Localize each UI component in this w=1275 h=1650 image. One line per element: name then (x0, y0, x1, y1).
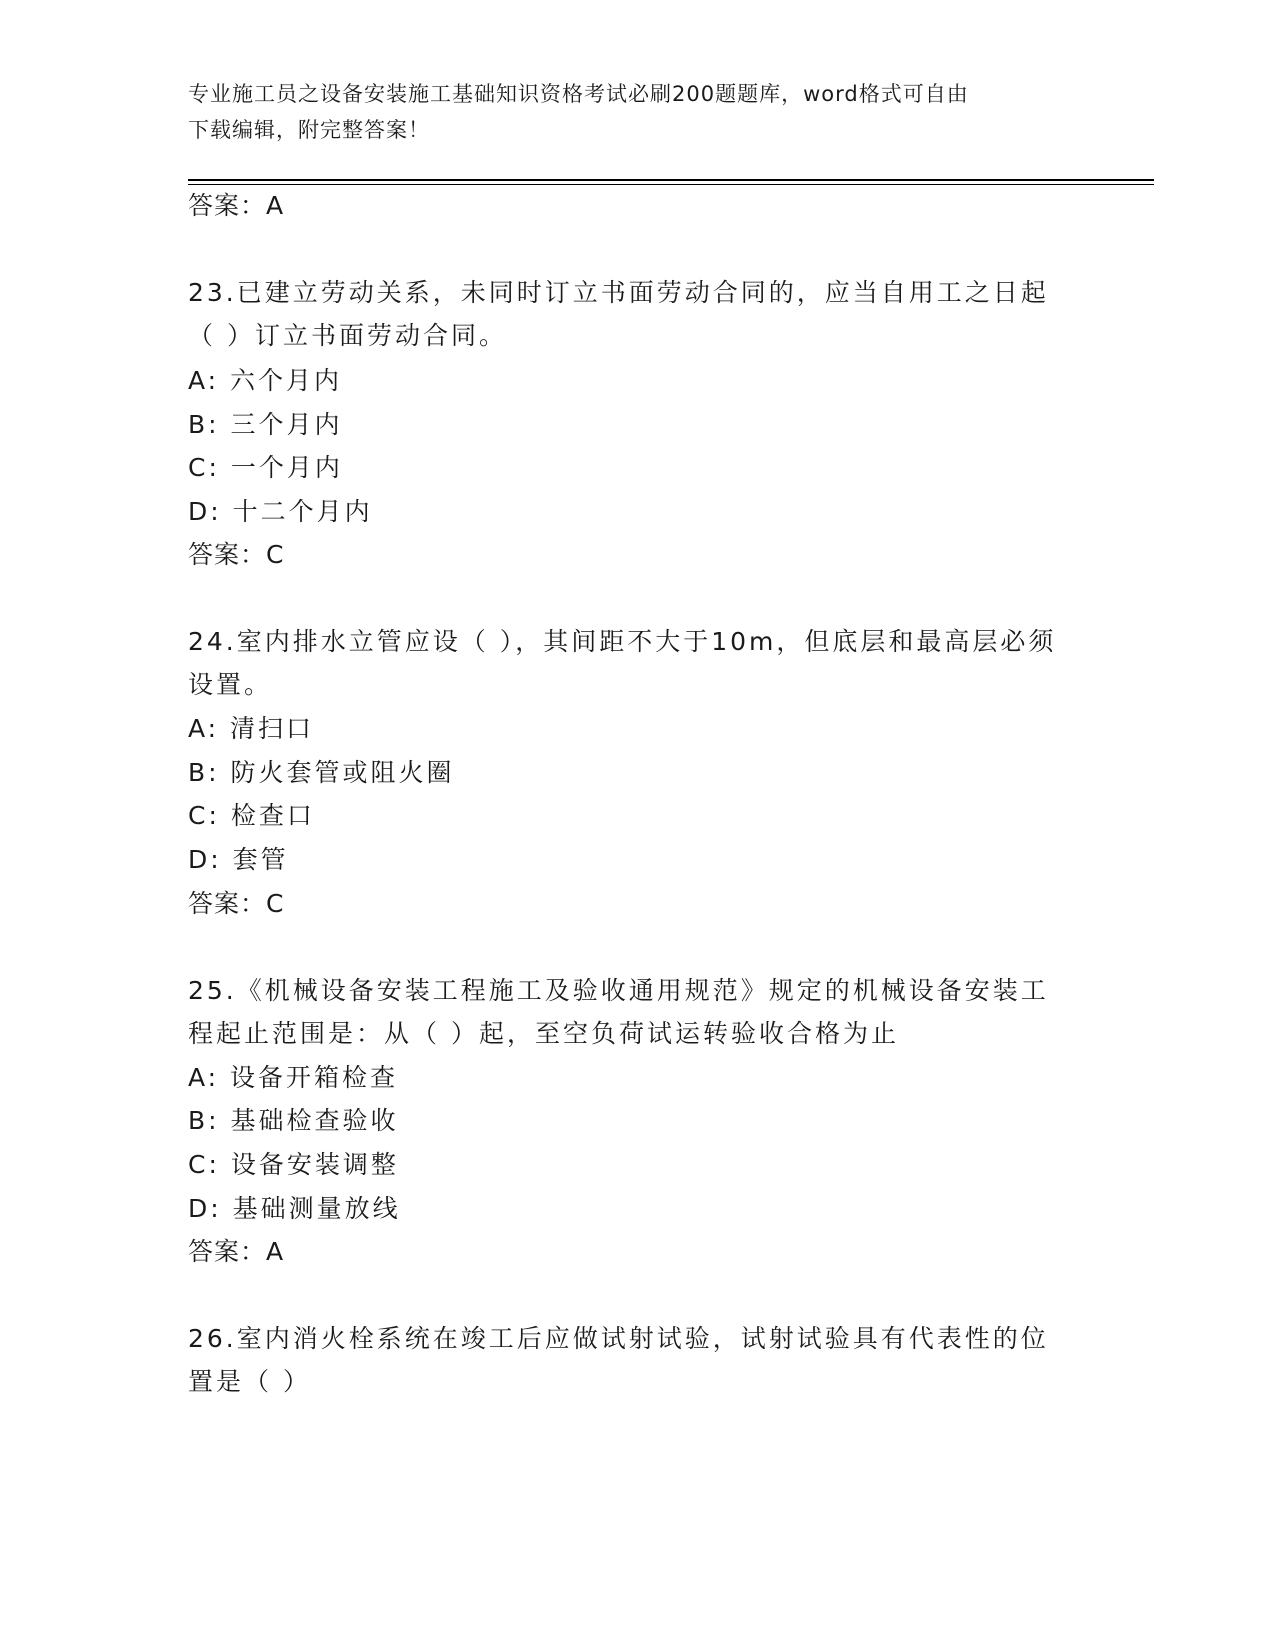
question-26-stem-line-2: 置是（ ） (188, 1367, 311, 1396)
question-25-option-b: B: 基础检查验收 (188, 1106, 399, 1135)
question-24-option-a: A: 清扫口 (188, 714, 315, 743)
question-25-stem-line-1: 25.《机械设备安装工程施工及验收通用规范》规定的机械设备安装工 (188, 976, 1049, 1005)
question-26-stem-line-1: 26.室内消火栓系统在竣工后应做试射试验，试射试验具有代表性的位 (188, 1324, 1049, 1353)
header-line-2: 下载编辑，附完整答案！ (188, 118, 430, 142)
question-23-answer: 答案：C (188, 540, 285, 569)
question-23-stem-line-2: （ ）订立书面劳动合同。 (188, 321, 507, 350)
question-25-stem-line-2: 程起止范围是：从（ ）起，至空负荷试运转验收合格为止 (188, 1019, 899, 1048)
header-rule-thick (188, 179, 1154, 181)
question-24-answer: 答案：C (188, 889, 285, 918)
document-header (188, 76, 1068, 148)
question-23-stem-line-1: 23.已建立劳动关系，未同时订立书面劳动合同的，应当自用工之日起 (188, 278, 1049, 307)
question-24-option-b: B: 防火套管或阻火圈 (188, 758, 455, 787)
question-23-option-a: A: 六个月内 (188, 366, 343, 395)
header-rule-thin (188, 184, 1154, 185)
question-25-option-a: A: 设备开箱检查 (188, 1063, 399, 1092)
question-25-answer: 答案：A (188, 1237, 285, 1266)
question-24-stem-line-1: 24.室内排水立管应设（ ），其间距不大于10m，但底层和最高层必须 (188, 627, 1057, 656)
question-25-option-c: C: 设备安装调整 (188, 1150, 399, 1179)
header-line-1: 专业施工员之设备安装施工基础知识资格考试必刷200题题库，word格式可自由 (188, 82, 969, 106)
previous-answer: 答案：A (188, 191, 285, 220)
question-23-option-d: D: 十二个月内 (188, 497, 373, 526)
question-23-option-b: B: 三个月内 (188, 410, 343, 439)
question-24-option-c: C: 检查口 (188, 801, 315, 830)
question-25-option-d: D: 基础测量放线 (188, 1194, 401, 1223)
question-24-option-d: D: 套管 (188, 845, 289, 874)
question-24-stem-line-2: 设置。 (188, 670, 273, 699)
question-23-option-c: C: 一个月内 (188, 453, 343, 482)
